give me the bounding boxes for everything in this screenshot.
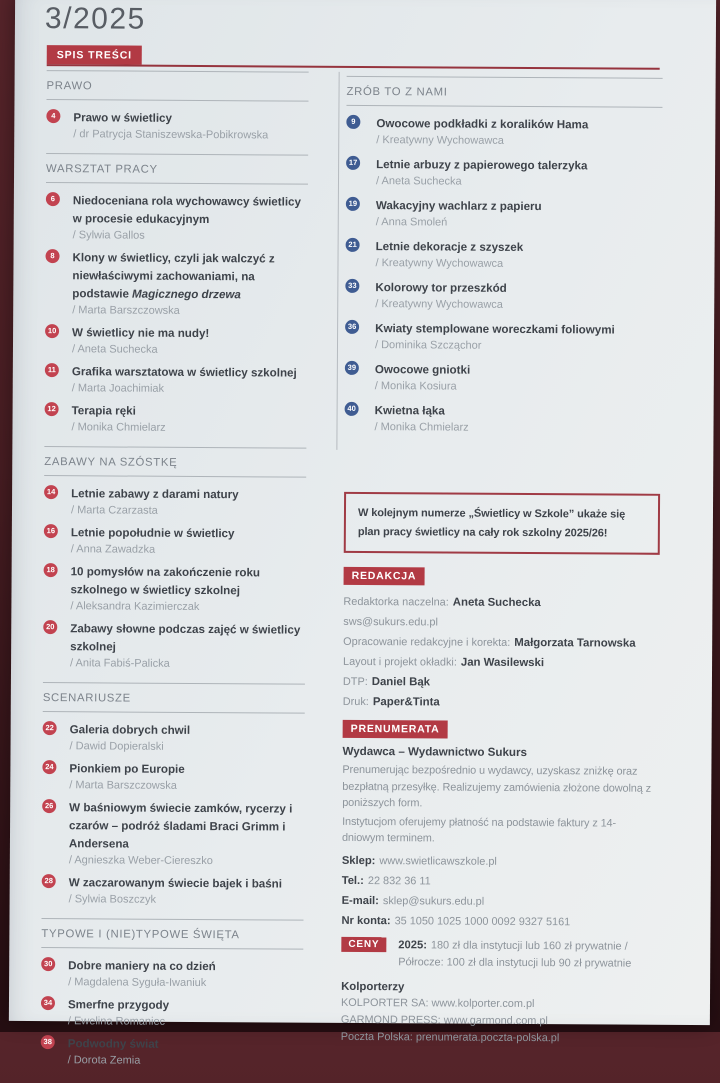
toc-item-text	[71, 484, 306, 519]
toc-item	[346, 155, 662, 191]
section-header	[43, 682, 305, 714]
toc-item	[43, 720, 305, 756]
contact-value: www.swietlicawszkole.pl	[379, 855, 496, 868]
item-title: Prawo w świetlicy	[73, 111, 172, 125]
contact-label: Sklep:	[342, 854, 376, 866]
toc-item-text	[73, 191, 308, 244]
ceny-text	[398, 937, 631, 972]
item-author: / Kreatywny Wychowawca	[375, 255, 661, 273]
toc-item	[345, 319, 661, 355]
item-title: 10 pomysłów na zakończenie roku szkolnego w świetlicy szkolnej	[70, 565, 260, 597]
toc-item-text	[376, 155, 662, 191]
toc-item	[44, 401, 306, 437]
toc-item	[43, 562, 305, 616]
item-author: / Sylwia Gallos	[73, 227, 308, 244]
kolporter-row: GARMOND PRESS: www.garmond.com.pl	[341, 1011, 657, 1030]
item-title: Galeria dobrych chwil	[70, 723, 191, 737]
section-title: ZRÓB TO Z NAMI	[347, 86, 448, 99]
contact-rows	[341, 850, 657, 932]
item-title: Letnie zabawy z darami natury	[71, 487, 239, 501]
section-title: TYPOWE I (NIE)TYPOWE ŚWIĘTA	[41, 928, 239, 941]
section-header	[44, 446, 306, 478]
item-author: / Aleksandra Kazimierczak	[70, 598, 305, 615]
page-number-badge: 34	[41, 996, 55, 1010]
toc-item	[345, 360, 661, 396]
toc-item	[45, 323, 307, 359]
toc-item-text	[69, 873, 304, 908]
item-title: Kwietna łąka	[375, 404, 445, 417]
page-number-badge: 8	[45, 249, 59, 263]
item-author: / Anna Zawadzka	[71, 541, 306, 558]
page-number-badge: 12	[45, 402, 59, 416]
toc-item-text	[72, 362, 307, 397]
page-number-badge: 22	[43, 721, 57, 735]
toc-item-text	[71, 401, 306, 436]
toc-item-text	[375, 237, 661, 273]
redakcja-label: Opracowanie redakcyjne i korekta:	[343, 636, 510, 649]
toc-section	[43, 446, 306, 684]
contact-label: Nr konta:	[341, 914, 390, 926]
item-title: Zabawy słowne podczas zajęć w świetlicy szkolnej	[70, 622, 300, 653]
redakcja-value: Paper&Tinta	[373, 696, 440, 708]
item-title: Owocowe gniotki	[375, 363, 470, 377]
item-author: / dr Patrycja Staniszewska-Pobikrowska	[73, 126, 308, 143]
column-divider	[336, 72, 339, 450]
item-author: / Agnieszka Weber-Ciereszko	[69, 852, 304, 869]
page-number-badge: 26	[42, 799, 56, 813]
contact-value: sklep@sukurs.edu.pl	[383, 895, 484, 908]
announcement-box	[344, 492, 660, 555]
toc-item	[41, 956, 303, 992]
item-author: / Marta Barszczowska	[69, 777, 304, 794]
wydawca-line: Wydawca – Wydawnictwo Sukurs	[342, 744, 658, 762]
section-header	[346, 76, 662, 108]
toc-rule	[47, 45, 660, 70]
kolporter-row: Poczta Polska: prenumerata.poczta-polska.pl	[341, 1028, 657, 1047]
page-number-badge: 21	[346, 238, 360, 252]
page-number-badge: 20	[43, 620, 57, 634]
toc-item	[345, 278, 661, 314]
toc-item-text	[71, 523, 306, 558]
page-number-badge: 4	[46, 109, 60, 123]
prenumerata-paragraph-1: Prenumerując bezpośrednio u wydawcy, uzyskasz zniżkę oraz bezpłatną przesyłkę. Realizujemy zamówienia złożone dowolną z poniższych form.	[342, 762, 658, 813]
section-header	[46, 70, 308, 102]
page-number-badge: 16	[44, 524, 58, 538]
item-author: / Monika Chmielarz	[374, 419, 660, 437]
magazine-page	[9, 0, 716, 1025]
item-title: W zaczarowanym świecie bajek i baśni	[69, 876, 282, 890]
toc-item-text	[376, 114, 662, 150]
section-title: SCENARIUSZE	[43, 692, 131, 705]
redakcja-row	[343, 592, 659, 614]
section-items	[43, 484, 306, 684]
toc-item	[42, 798, 304, 870]
item-author: / Monika Chmielarz	[71, 419, 306, 436]
ceny-year: 2025:	[398, 939, 427, 951]
toc-section	[344, 76, 662, 450]
contact-row-nrkonta	[341, 910, 657, 932]
contact-row-tel	[342, 870, 658, 892]
toc-item-text	[73, 108, 308, 143]
item-author: / Anna Smoleń	[376, 214, 662, 232]
page-number-badge: 28	[42, 874, 56, 888]
toc-title-badge: SPIS TREŚCI	[47, 45, 142, 65]
announcement-line2: plan pracy świetlicy na cały rok szkolny 2025/26!	[358, 522, 650, 542]
item-author: / Marta Joachimiak	[72, 380, 307, 397]
item-title: W baśniowym świecie zamków, rycerzy i czarów – podróż śladami Braci Grimm i Andersena	[69, 801, 292, 850]
toc-item-text	[375, 319, 661, 355]
item-author: / Kreatywny Wychowawca	[376, 132, 662, 150]
page-number-badge: 9	[346, 115, 360, 129]
section-items	[41, 720, 304, 920]
item-author: / Marta Barszczowska	[72, 302, 307, 319]
toc-item-text	[68, 956, 303, 991]
contact-row-email	[342, 890, 658, 912]
toc-item	[43, 619, 305, 673]
redakcja-label: Druk:	[343, 696, 369, 708]
toc-item	[346, 196, 662, 232]
item-author: / Dawid Dopieralski	[69, 738, 304, 755]
page-number-badge: 33	[345, 279, 359, 293]
contact-row-sklep	[342, 850, 658, 872]
redakcja-row	[343, 652, 659, 674]
toc-item	[344, 401, 660, 437]
page-number-badge: 24	[42, 760, 56, 774]
item-title: Grafika warsztatowa w świetlicy szkolnej	[72, 365, 297, 379]
toc-item	[44, 523, 306, 559]
toc-item-text	[70, 619, 305, 672]
contact-label: Tel.:	[342, 874, 364, 886]
section-title: PRAWO	[47, 80, 93, 92]
item-title: Terapia ręki	[72, 404, 136, 417]
redakcja-row	[343, 632, 659, 654]
toc-item	[46, 108, 308, 144]
item-author: / Sylwia Boszczyk	[69, 891, 304, 908]
item-title: Owocowe podkładki z koralików Hama	[376, 117, 588, 131]
kolporterzy-heading: Kolporterzy	[341, 978, 657, 996]
toc-item	[45, 362, 307, 398]
toc-item-text	[68, 1034, 303, 1069]
item-title: Kwiaty stemplowane woreczkami foliowymi	[375, 322, 615, 336]
contact-label: E-mail:	[342, 894, 379, 906]
toc-section	[41, 918, 304, 1081]
section-items	[344, 114, 662, 450]
item-author: / Aneta Suchecka	[376, 173, 662, 191]
redakcja-row	[343, 692, 659, 714]
toc-item-text	[72, 323, 307, 358]
toc-item	[42, 873, 304, 909]
toc-item	[41, 1034, 303, 1070]
page-number-badge: 38	[41, 1035, 55, 1049]
item-author: / Monika Kosiura	[375, 378, 661, 396]
toc-item-text	[375, 360, 661, 396]
section-items	[46, 108, 308, 155]
toc-right-column	[341, 76, 663, 1047]
section-items	[41, 956, 304, 1081]
contact-value: 22 832 36 11	[368, 875, 431, 887]
toc-item-text	[69, 720, 304, 755]
toc-item-text	[69, 759, 304, 794]
ceny-line1	[398, 937, 631, 955]
item-author: / Marta Czarzasta	[71, 502, 306, 519]
ceny-price-year: 180 zł dla instytucji lub 160 zł prywatnie /	[431, 939, 628, 952]
announcement-line1: W kolejnym numerze „Świetlicy w Szkole” ukaże się	[358, 504, 650, 524]
redakcja-row	[343, 612, 659, 634]
page-number-badge: 17	[346, 156, 360, 170]
item-author: / Dominika Szcząchor	[375, 337, 661, 355]
toc-section	[44, 153, 308, 448]
item-title: Smerfne przygody	[68, 998, 169, 1012]
toc-item	[345, 237, 661, 273]
redakcja-label: Redaktorka naczelna:	[343, 596, 448, 609]
redakcja-value: Jan Wasilewski	[461, 657, 544, 670]
item-author: / Anita Fabiś-Palicka	[70, 655, 305, 672]
ceny-row	[341, 936, 657, 972]
section-header	[41, 918, 303, 950]
item-author: / Dorota Zemia	[68, 1052, 303, 1069]
toc-item-text	[69, 798, 304, 869]
redakcja-label: Layout i projekt okładki:	[343, 656, 457, 669]
toc-section	[46, 70, 309, 155]
toc-left-column	[41, 70, 309, 1081]
page-number-badge: 11	[45, 363, 59, 377]
page-number-badge: 36	[345, 320, 359, 334]
item-author: / Magdalena Syguła-Iwaniuk	[68, 974, 303, 991]
toc-item	[41, 995, 303, 1031]
toc-item-text	[376, 196, 662, 232]
section-header	[46, 153, 308, 185]
section-items	[44, 191, 308, 448]
page-number-badge: 40	[345, 402, 359, 416]
redakcja-email: sws@sukurs.edu.pl	[343, 616, 438, 629]
redakcja-label: DTP:	[343, 676, 368, 688]
page-number-badge: 30	[41, 957, 55, 971]
toc-right-list	[344, 76, 662, 450]
page-number-badge: 18	[44, 563, 58, 577]
toc-item	[44, 484, 306, 520]
toc-item-text	[374, 401, 660, 437]
item-title: Klony w świetlicy, czyli jak walczyć z niewłaściwymi zachowaniami, na podstawie	[72, 251, 274, 300]
redakcja-value: Daniel Bąk	[372, 676, 430, 688]
redakcja-badge: REDAKCJA	[344, 567, 425, 585]
redakcja-rows	[343, 592, 660, 714]
toc-item	[45, 248, 307, 320]
toc-item-text	[375, 278, 661, 314]
prenumerata-paragraph-2: Instytucjom oferujemy płatność na podstawie faktury z 14-dniowym terminem.	[342, 813, 658, 848]
toc-item	[346, 114, 662, 150]
item-title: Letnie arbuzy z papierowego talerzyka	[376, 158, 587, 172]
item-author: / Ewelina Romaniec	[68, 1013, 303, 1030]
redakcja-row	[343, 672, 659, 694]
page-number-badge: 39	[345, 361, 359, 375]
prenumerata-badge: PRENUMERATA	[343, 720, 448, 739]
section-title: WARSZTAT PRACY	[46, 163, 158, 176]
item-title: Wakacyjny wachlarz z papieru	[376, 199, 542, 213]
item-title: W świetlicy nie ma nudy!	[72, 326, 209, 340]
issue-number: 3/2025	[45, 2, 146, 37]
item-title-italic: Magicznego drzewa	[132, 288, 241, 302]
item-title: Niedoceniana rola wychowawcy świetlicy w procesie edukacyjnym	[73, 194, 301, 226]
toc-item-text	[72, 248, 307, 319]
toc-item-text	[70, 562, 305, 615]
page-number-badge: 19	[346, 197, 360, 211]
toc-item	[42, 759, 304, 795]
toc-item	[46, 191, 308, 245]
toc-section	[41, 682, 304, 920]
item-title: Kolorowy tor przeszkód	[375, 281, 506, 295]
redakcja-value: Małgorzata Tarnowska	[514, 637, 635, 650]
toc-item-text	[68, 995, 303, 1030]
item-title: Letnie popołudnie w świetlicy	[71, 526, 235, 540]
item-author: / Kreatywny Wychowawca	[375, 296, 661, 314]
item-title: Letnie dekoracje z szyszek	[376, 240, 524, 254]
ceny-badge: CENY	[341, 936, 386, 951]
item-author: / Aneta Suchecka	[72, 341, 307, 358]
page-number-badge: 14	[44, 485, 58, 499]
ceny-line2: Półrocze: 100 zł dla instytucji lub 90 zł prywatnie	[398, 954, 631, 972]
kolporter-row: KOLPORTER SA: www.kolporter.com.pl	[341, 994, 657, 1013]
item-title: Podwodny świat	[68, 1037, 159, 1051]
section-title: ZABAWY NA SZÓSTKĘ	[44, 456, 177, 469]
redakcja-value: Aneta Suchecka	[453, 597, 541, 610]
item-title: Pionkiem po Europie	[69, 762, 184, 776]
item-title: Dobre maniery na co dzień	[68, 959, 216, 973]
contact-value: 35 1050 1025 1000 0092 9327 5161	[395, 915, 571, 928]
page-number-badge: 6	[46, 192, 60, 206]
page-number-badge: 10	[45, 324, 59, 338]
